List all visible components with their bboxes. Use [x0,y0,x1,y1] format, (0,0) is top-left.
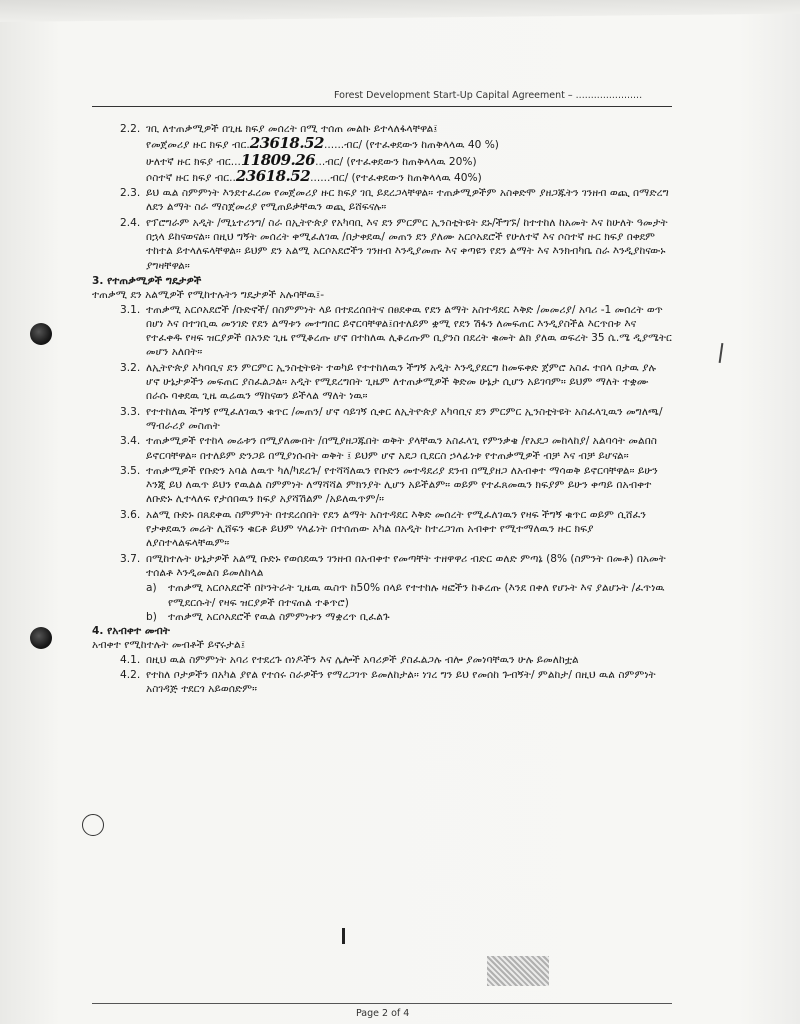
clause-number: 3.3. [120,405,141,418]
clause-number: 2.2. [120,123,141,135]
clause-number: 2.4. [120,216,141,229]
footer-divider [92,1003,672,1004]
clause-3-3 [92,405,672,434]
subclause-letter: a) [146,582,157,595]
document-header: Forest Development Start-Up Capital Agreement – ...................... [334,90,643,101]
clause-number: 3.1. [120,303,141,316]
clause-3-1 [92,303,672,360]
payment-percent: ......ብር/ (የተፈቀደውን ከጠቅላላዉ 40 %) [323,139,499,152]
punch-hole [30,627,52,649]
subclause-text: ተጠቃሚ አርሶአደሮች በኮንትራት ጊዜዉ ዉስጥ ከ50% በላይ የተተከሉ ዛፎችን ከቆረጡ (እንደ በቀለ የሆኑት እና ያልሆኑት /ፈጥነዉ የሚደርሱት/ የዛፍ ዝርያዎች በተናጠል ተቆጥሮ) [168,582,665,609]
clause-number: 3.6. [120,508,141,521]
handwritten-amount: 23618.52 [235,166,311,185]
clause-text: አልሚ ቡድኑ በጸደቀዉ ስምምነት በተደረሰበት የደን ልማት አስተዳደር እቅድ መሰረት የሚፈለገዉን የዛፍ ችግኝ ቁጥር ወይም ሲሸፈን የታቀደዉን መሬት ሊሸፍን ቁርቶ ይህም ሃላፊነት በተሰጠው አካል በአዲት ከተረጋገጠ አብቀተ የሚተማለዉን ዙር ክፍያ ለያስተላልፍላቸዉም። [146,508,647,550]
clause-number: 2.3. [120,187,141,200]
clause-number: 3.7. [120,552,141,565]
clause-2-2 [92,122,672,185]
clause-text: የተተከለዉ ችግኝ የሚፈለገዉን ቁጥር /መጠን/ ሆኖ ሳይገኝ ሲቀር ለኢትዮጵያ አካባቢና ደን ምርምር ኢንስቲትዩት አስፈላጊዉን መግለጫ/ማብራሪያ መስጠት [146,405,663,432]
clause-3-7-a [92,581,672,610]
payment-percent: ......ብር/ (የተፈቀደውን ከጠቅላላዉ 40%) [310,171,482,184]
handwritten-amount: 23618.52 [249,134,324,153]
payment-percent: ...ብር/ (የተፈቀደውን ከጠቅላላዉ 20%) [315,155,477,168]
section-3-heading: 3. የተጠቃሚዎች ግዴታዎች [92,274,202,287]
clause-text: ተጠቃሚዎች የተከላ መሬቱን በሚያለሙበት /በሚያዘጋጁበት ወቅት ያላቸዉን አስፈላጊ የምንቃቄ /የአደጋ መከላከያ/ አልባሳት መልበስ ይኖርባቸዋል። በተለይም ድንጋይ በሚያነሱበት ወቅት ፤ ይህም ሆኖ አደጋ ቢደርስ ኃላፊነቱ የተጠቃሚዎች ብቻ እና ብቻ ይሆናል። [146,435,657,462]
clause-4-1 [92,653,672,667]
subclause-text: ተጠቃሚ አርሶአደሮች የዉል ስምምነቱን ማቋረጥ ቢፈልጉ [168,610,390,623]
clause-2-3 [92,186,672,215]
header-divider [92,106,672,107]
clause-3-2 [92,361,672,404]
handwritten-amount: 11809.26 [240,150,316,169]
clause-3-4 [92,434,672,463]
section-4-heading: 4. የአብቀተ መብት [92,625,170,638]
payment-label: ሶስተኛ ዙር ክፍያ ብር.. [146,171,236,184]
punch-hole [30,323,52,345]
clause-text: ለኢትዮጵያ አካባቢና ደን ምርምር ኢንስቲትዩት ተወካይ የተተከለዉን ችግኝ አዲት እንዲያደርግ ከመፍቀድ ጀምሮ አስፈ ተበላ በታዉ ያሉ ሆኖ ሁኔታዎችን መፍጠር ያስፈልጋል። አዲት የሚደረግበት ጊዜም ለተጠቃሚዎች ቅድመ ሁኔታ ሲሆን አይገባም። ይህም ማለት ተቋሙ በራሱ ባቀደዉ ጊዜ ዉሬዉን ማከናወን ይችላል ማለት ነዉ። [146,361,657,403]
stamp-mark [487,956,549,986]
document-body [92,122,672,698]
payment-label: ሁለተኛ ዙር ክፍያ ብር... [146,155,241,168]
clause-3-7-b [92,610,672,624]
clause-text: የተከለ ቦታዎችን በአካል ያየል የተሰሩ ስራዎችን የማረጋገጥ ይመለከታል። ነገረ ግን ይህ የመሰከ ጉብኝት/ ምልከታ/ በዚህ ዉል ስምምነት አስገዳጅ ተደርጎ አይወሰድም። [146,668,656,696]
payment-label: የመጀመሪያ ዙር ክፍያ ብር. [146,139,250,152]
clause-number: 3.4. [120,435,141,448]
clause-text: ተጠቃሚዎች የቡድን አባል ለዉጥ ካለ/ካደረጉ/ የተሻሻለዉን የቡድን መተዳደሪያ ደንብ በሚያዘጋ ለአብቀተ ማሳወቅ ይኖርባቸዋል። ይሁን እንጂ ይህ ለዉጥ ይህን የዉልል ስምምነት ለማሻሻል ምክንያት ሊሆን አይችልም። ወይም የተፈጸመዉን ክፍያም ይሁን ቀጣይ በአብቀተ ለቡድኑ ሊተላለፍ የታሰበዉን ክፍያ አያሻሽልም /አይለዉጥም/። [146,464,658,506]
clause-4-2 [92,668,672,697]
clause-text: ተጠቃሚ አርሶአደሮች /ቡድኖች/ በስምምነት ላይ በተደረሰበትና በፀደቀዉ የደን ልማት አስተዳደር እቅድ /መመሪያ/ አባሪ -1 መሰረት ወጥ በሆነ እና በተገቢዉ መንገድ የደን ልማቱን መተግበር ይኖርባቸዋል፤በተለይም ቋሚ የደን ሽፋን ለመፍጠር እንዲያስችል እርጥበቱ እና የተፈቀዱ የዛፍ ዝርያዎች በአንድ ጊዜ የሚቆረጡ ሆኖ በተከለዉ ሊቆረጡም ቢያንስ በደረት ቁመት ልክ ያለዉ ወፍረት 35 ሴ.ሜ ዲያሜትር መሆን አለበት። [146,303,672,359]
clause-3-5 [92,464,672,507]
clause-text: ይህ ዉል ስምምነት እንደተፈረመ የመጀመሪያ ዙር ክፍያ ገቢ ይደረጋላቸዋል። ተጠቃሚዎችም አስቀድሞ ያዘጋጁትን ገንዘብ ወጪ በማድረግ ለደን ልማት ስራ ማስጀመሪያ የሚጠይቃቸዉን ወጪ ይሸፍናሉ። [146,187,669,214]
clause-number: 3.2. [120,361,141,374]
payment-row-3 [146,166,672,185]
page-number: Page 2 of 4 [356,1008,410,1019]
clause-text: የፕሮግራም አዲት /ሚኒተሪንግ/ ስራ በኢትዮጵያ የአካባቢ እና ደን ምርምር ኢንስቲትዩት ደኑ/ችግኙ/ ከተተከለ ከአመት እና ከሁለት ዓመታት በኋላ ይከናወናል። በዚህ ግኝት መሰረት ቀሚፈለገዉ /በታቀደዉ/ መጠን ደን ያለሙ አርሶአደሮች የሁለተኛ እና ሶስተኛ ዙር ክፍያ በቀደም ተከተል ይተላለፍላቸዋል። ይህም ደን አልሚ አርሶአደሮችን ገንዘብ እንዲያመጡ እና ቀጣዩን የደን ልማት እና እንክብካቤ ስራ እንዲያከናውኑ ያግዛቸዋል። [146,216,668,272]
pen-mark [342,928,345,944]
section-3-intro: ተጠቃሚ ደን አልሚዎች የሚከተሉትን ግዴታዎች አሉባቸዉ፤- [92,289,325,302]
payment-row-1 [146,136,672,152]
payment-row-2 [146,150,672,169]
clause-3-7 [92,552,672,581]
clause-3-6 [92,508,672,551]
clause-text: በሚከተሉት ሁኔታዎች አልሚ ቡድኑ የወሰደዉን ገንዘብ በአብቀተ የመጣቸት ተዘዋዋሪ ብድር ወለድ ምጣኔ (8% (ስምንት በመቶ) በአመት ተሰልቶ እንዲመልስ ይመለከላል [146,552,666,579]
clause-number: 4.1. [120,653,141,666]
clause-2-4 [92,216,672,273]
clause-text: ገቢ ለተጠቃሚዎች በጊዜ ክፍያ መሰረት በሚ ተሰጠ መልኩ ይተላለፋላቸዋል፤ [146,123,438,135]
clause-number: 3.5. [120,464,141,477]
clause-number: 4.2. [120,668,141,681]
subclause-letter: b) [146,610,157,623]
clause-text: በዚህ ዉል ስምምነት አባሪ የተደረጉ ሰነዶችን እና ሌሎች አባሪዎች ያስፈልጋሉ ብሎ ያመነባቸዉን ሁሉ ይመለከቷል [146,653,579,666]
section-4-intro: አብቀተ የሚከተሉት መብቶች ይኖሩታል፤ [92,639,246,652]
handwritten-circle-mark [82,814,104,836]
